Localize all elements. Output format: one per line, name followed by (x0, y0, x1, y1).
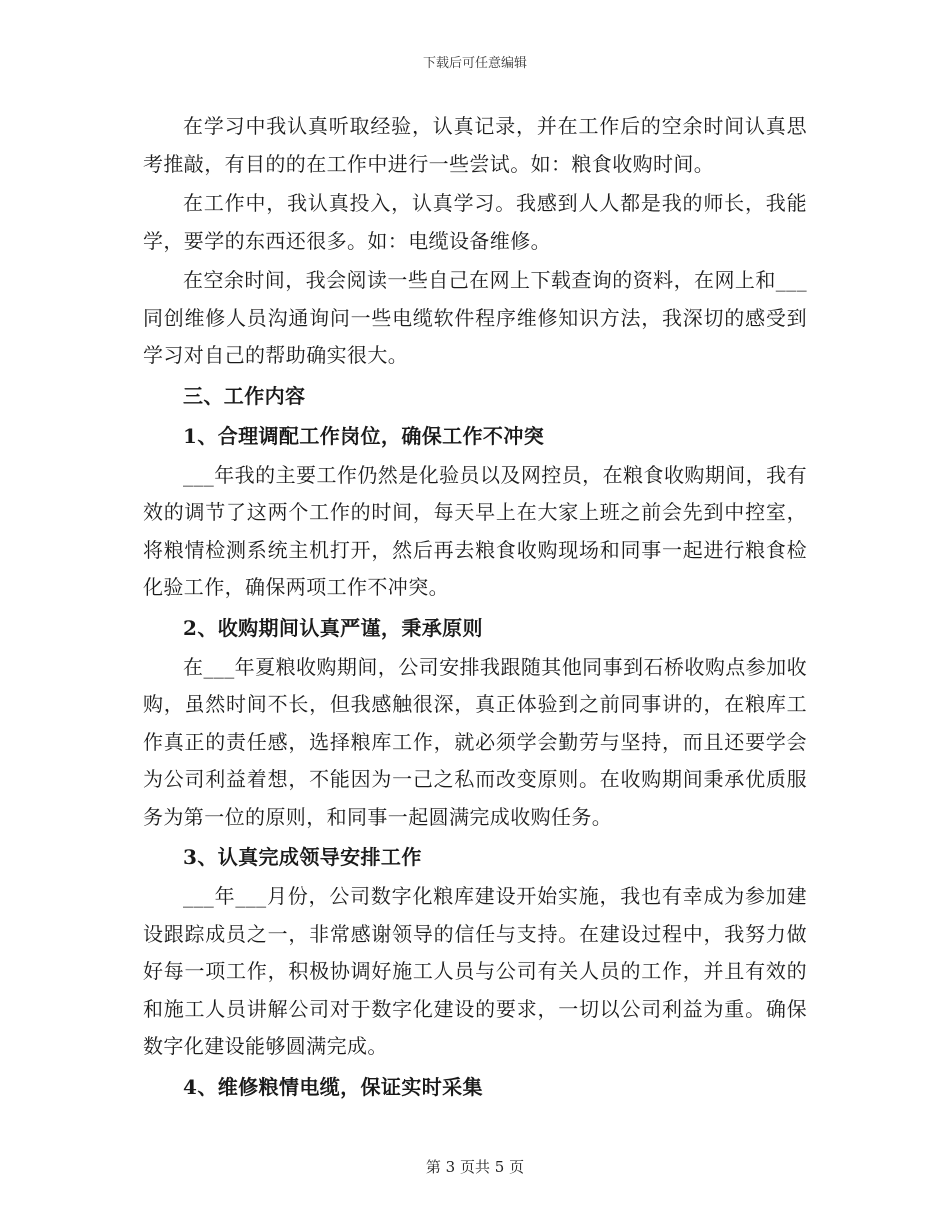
paragraph-3: ___年___月份，公司数字化粮库建设开始实施，我也有幸成为参加建设跟踪成员之一，非常感谢领导的信任与支持。在建设过程中，我努力做好每一项工作，积极协调好施工人员与公司有关人员的工作，并且有效的和施工人员讲解公司对于数字化建设的要求，一切以公司利益为重。确保数字化建设能够圆满完成。 (143, 884, 807, 1058)
document-body (143, 108, 807, 1108)
paragraph-1: ___年我的主要工作仍然是化验员以及网控员，在粮食收购期间，我有效的调节了这两个工作的时间，每天早上在大家上班之前会先到中控室，将粮情检测系统主机打开，然后再去粮食收购现场和同事一起进行粮食检化验工作，确保两项工作不冲突。 (143, 462, 807, 599)
subheading-4: 4、维修粮情电缆，保证实时采集 (183, 1074, 483, 1099)
section-heading-work-content: 三、工作内容 (183, 383, 306, 408)
paragraph-work-input: 在工作中，我认真投入，认真学习。我感到人人都是我的师长，我能学，要学的东西还很多。如：电缆设备维修。 (143, 191, 807, 253)
paragraph-learning-experience: 在学习中我认真听取经验，认真记录，并在工作后的空余时间认真思考推敲，有目的的在工作中进行一些尝试。如：粮食收购时间。 (143, 114, 807, 176)
subheading-2: 2、收购期间认真严谨，秉承原则 (183, 615, 483, 640)
page-number-footer: 第 3 页共 5 页 (425, 1158, 525, 1176)
page-header: 下载后可任意编辑 (422, 56, 527, 71)
paragraph-2: 在___年夏粮收购期间，公司安排我跟随其他同事到石桥收购点参加收购，虽然时间不长，但我感触很深，真正体验到之前同事讲的，在粮库工作真正的责任感，选择粮库工作，就必须学会勤劳与坚持，而且还要学会为公司利益着想，不能因为一己之私而改变原则。在收购期间秉承优质服务为第一位的原则，和同事一起圆满完成收购任务。 (143, 654, 807, 829)
subheading-1: 1、合理调配工作岗位，确保工作不冲突 (183, 423, 545, 448)
subheading-3: 3、认真完成领导安排工作 (183, 845, 422, 869)
paragraph-spare-time: 在空余时间，我会阅读一些自己在网上下载查询的资料，在网上和___同创维修人员沟通询问一些电缆软件程序维修知识方法，我深切的感受到学习对自己的帮助确实很大。 (143, 268, 807, 367)
